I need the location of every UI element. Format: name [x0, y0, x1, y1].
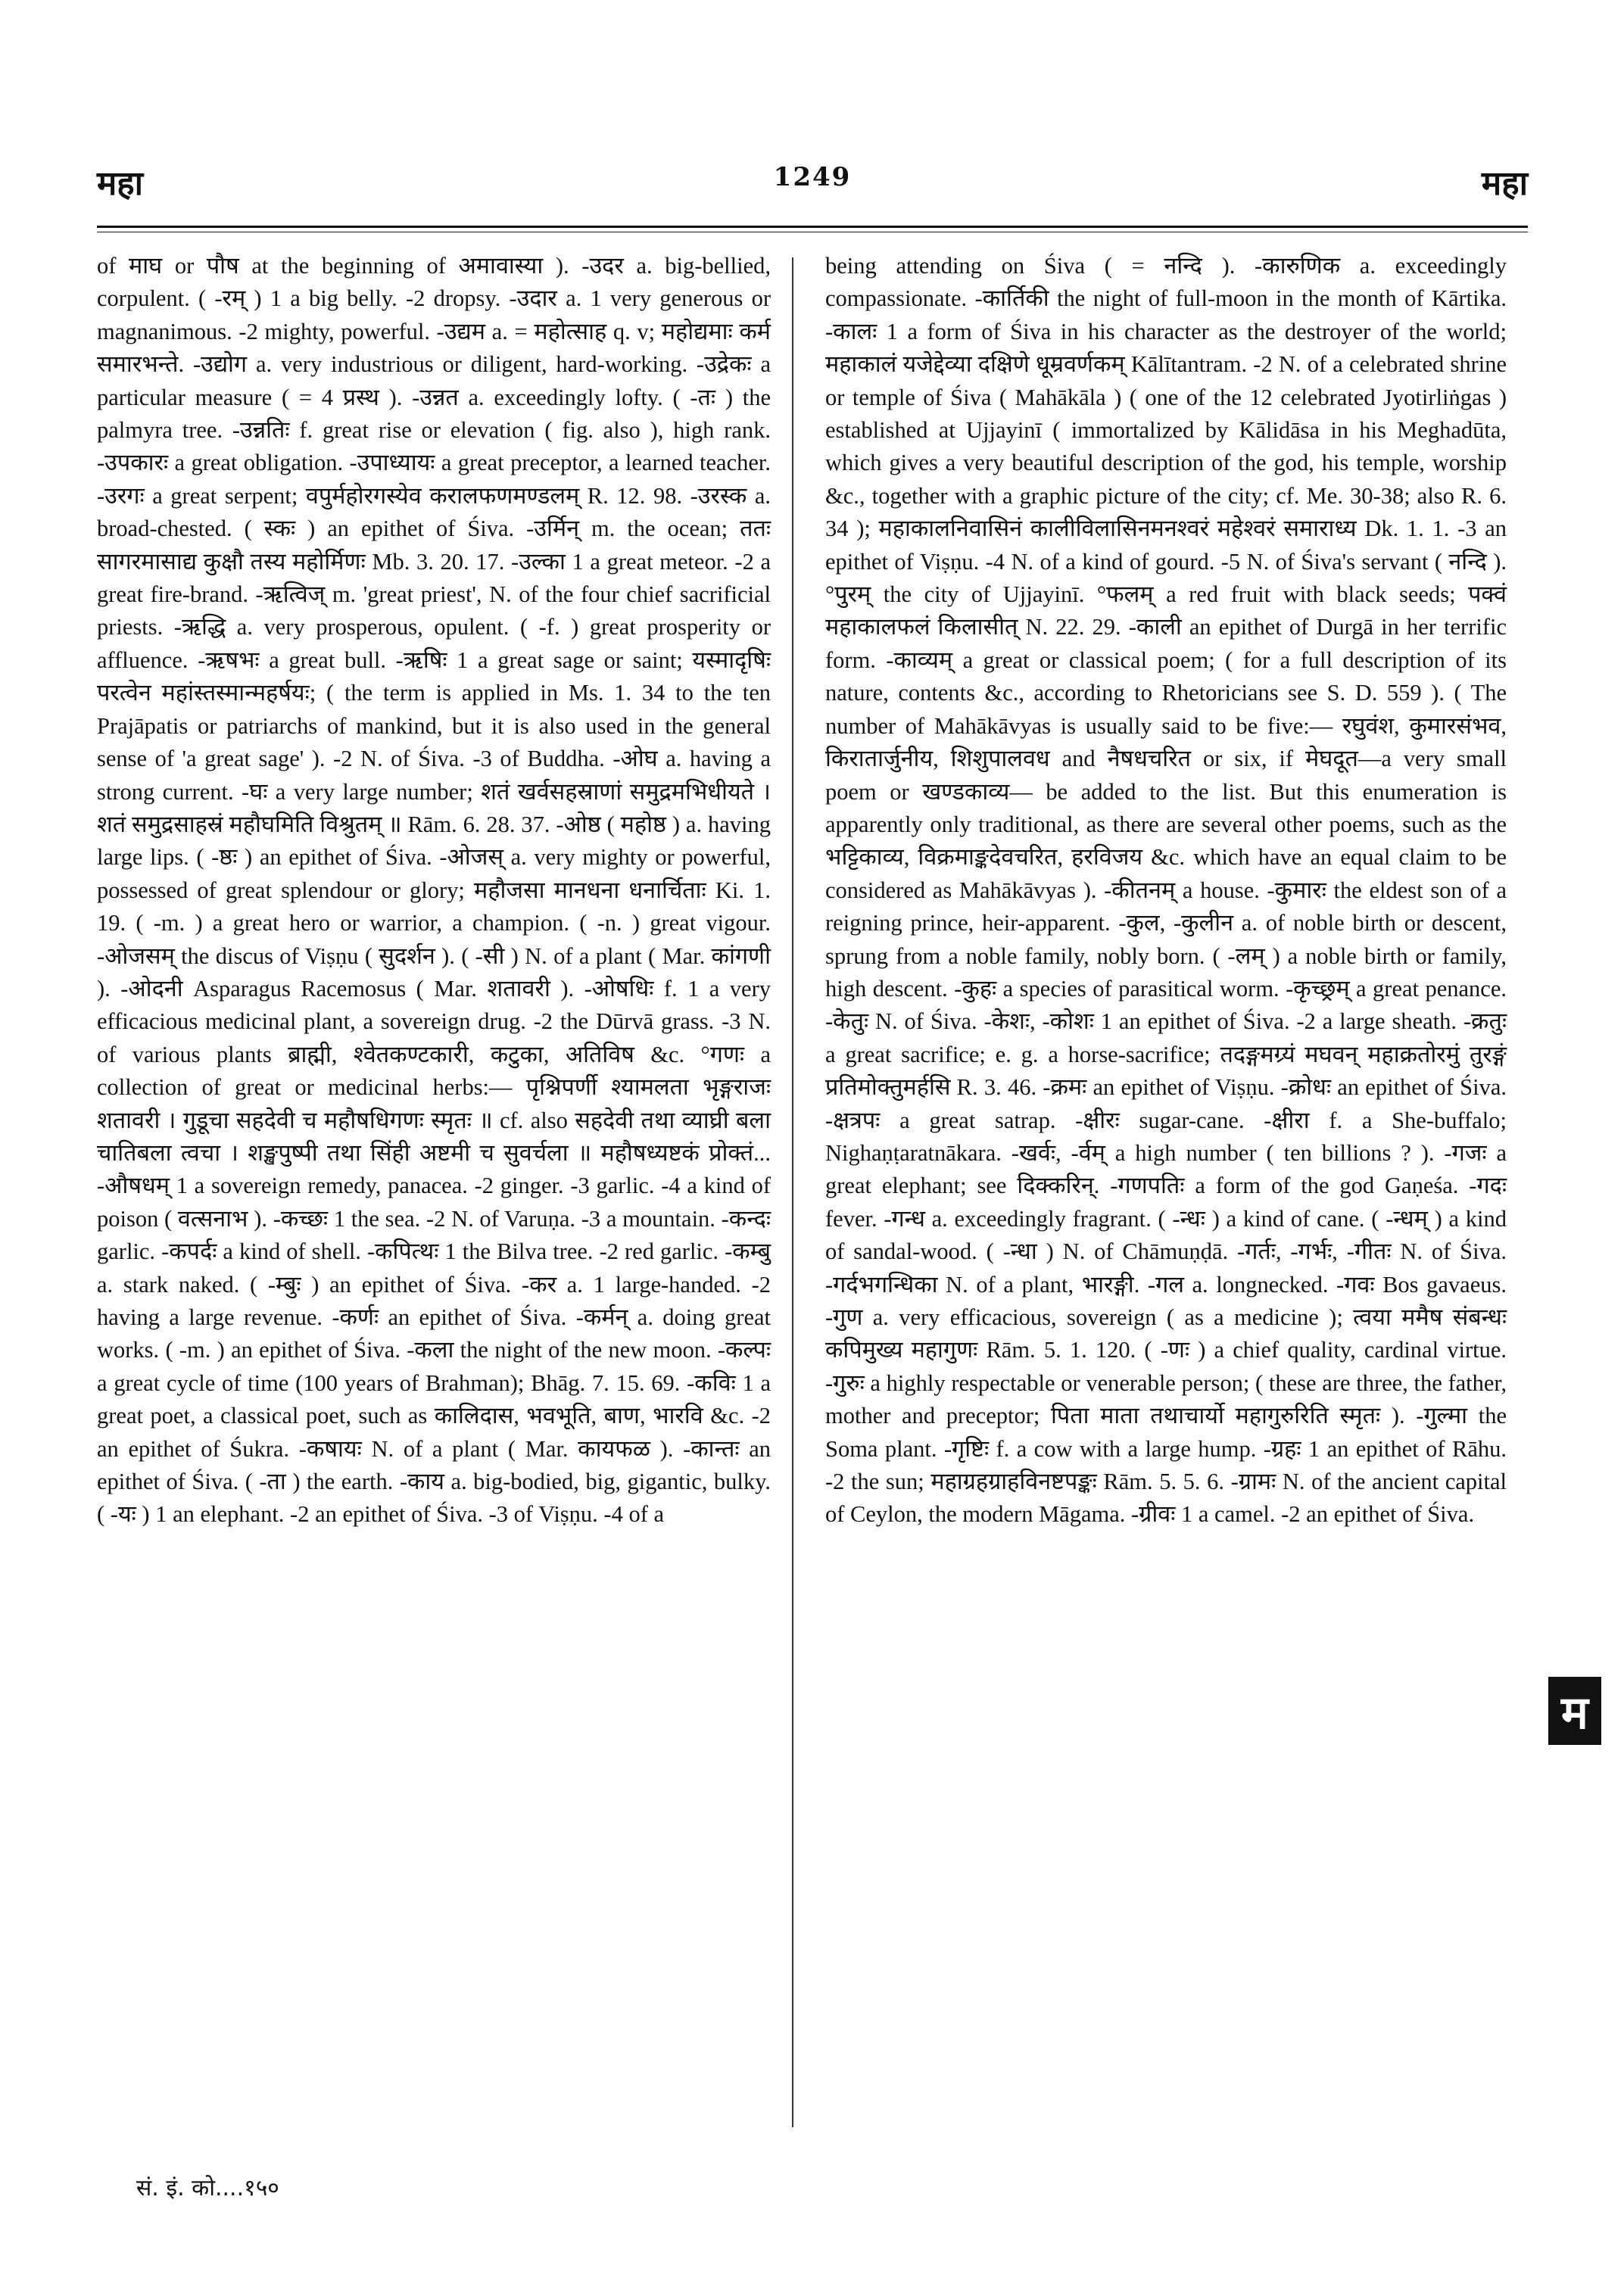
header-right-word: महा: [1481, 164, 1528, 203]
right-column: [825, 250, 1513, 2157]
thumb-index-tab: [1548, 1677, 1601, 1745]
page-number: 1249: [773, 162, 852, 192]
thumb-index-letter: म: [1561, 1687, 1588, 1740]
header-left-word: महा: [97, 164, 144, 203]
header-rule-thick: [97, 226, 1528, 228]
page-header: [97, 159, 1528, 212]
right-column-text: being attending on Śiva ( = नन्दि ). -कारुणिक a. exceedingly compassionate. -कार्तिकी the night of full-moon in the month of Kārtika. -कालः 1 a form of Śiva in his character as the destroyer of the world; महाकालं यजेद्देव्या दक्षिणे धूम्रवर्णकम् Kālītantram. -2 N. of a celebrated shrine or temple of Śiva ( Mahākāla ) ( one of the 12 celebrated Jyotirliṅgas ) established at Ujjayinī ( immortalized by Kālidāsa in his Meghadūta, which gives a very beautiful description of the god, his temple, worship &c., together with a graphic picture of the city; cf. Me. 30-38; also R. 6. 34 ); महाकालनिवासिनं कालीविलासिनमनश्वरं महेश्वरं समाराध्य Dk. 1. 1. -3 an epithet of Viṣṇu. -4 N. of a kind of gourd. -5 N. of Śiva's servant ( नन्दि ). °पुरम् the city of Ujjayinī. °फलम् a red fruit with black seeds; पक्वं महाकालफलं किलासीत् N. 22. 29. -काली an epithet of Durgā in her terrific form. -काव्यम् a great or classical poem; ( for a full description of its nature, contents &c., according to Rhetoricians see S. D. 559 ). ( The number of Mahākāvyas is usually said to be five:— रघुवंश, कुमारसंभव, किरातार्जुनीय, शिशुपालवध and नैषधचरित or six, if मेघदूत—a very small poem or खण्डकाव्य— be added to the list. But this enumeration is apparently only traditional, as there are several other poems, such as the भट्टिकाव्य, विक्रमाङ्कदेवचरित, हरविजय &c. which have an equal claim to be considered as Mahākāvyas ). -कीतनम् a house. -कुमारः the eldest son of a reigning prince, heir-apparent. -कुल, -कुलीन a. of noble birth or descent, sprung from a noble family, nobly born. ( -लम् ) a noble birth or family, high descent. -कुहः a species of parasitical worm. -कृच्छ्रम् a great penance. -केतुः N. of Śiva. -केशः, -कोशः 1 an epithet of Śiva. -2 a large sheath. -क्रतुः a great sacrifice; e. g. a horse-sacrifice; तदङ्गमग्र्यं मघवन् महाक्रतोरमुं तुरङ्गं प्रतिमोक्तुमर्हसि R. 3. 46. -क्रमः an epithet of Viṣṇu. -क्रोधः an epithet of Śiva. -क्षत्रपः a great satrap. -क्षीरः sugar-cane. -क्षीरा f. a She-buffalo; Nighaṇṭaratnākara. -खर्वः, -र्वम् a high number ( ten billions ? ). -गजः a great elephant; see दिक्करिन्. -गणपतिः a form of the god Gaṇeśa. -गदः fever. -गन्ध a. exceedingly fragrant. ( -न्धः ) a kind of cane. ( -न्धम् ) a kind of sandal-wood. ( -न्धा ) N. of Chāmuṇḍā. -गर्तः, -गर्भः, -गीतः N. of Śiva. -गर्दभगन्धिका N. of a plant, भारङ्गी. -गल a. longnecked. -गवः Bos gavaeus. -गुण a. very efficacious, sovereign ( as a medicine ); त्वया ममैष संबन्धः कपिमुख्य महागुणः Rām. 5. 1. 120. ( -णः ) a chief quality, cardinal virtue. -गुरुः a highly respectable or venerable person; ( these are three, the father, mother and preceptor; पिता माता तथाचार्यो महागुरुरिति स्मृतः ). -गुल्मा the Soma plant. -गृष्टिः f. a cow with a large hump. -ग्रहः 1 an epithet of Rāhu. -2 the sun; महाग्रहग्राहविनष्टपङ्कः Rām. 5. 5. 6. -ग्रामः N. of the ancient capital of Ceylon, the modern Māgama. -ग्रीवः 1 a camel. -2 an epithet of Śiva.: [825, 253, 1513, 1528]
column-divider: [792, 257, 793, 2127]
left-column-text: of माघ or पौष at the beginning of अमावास्या ). -उदर a. big-bellied, corpulent. ( -रम् ) 1 a big belly. -2 dropsy. -उदार a. 1 very generous or magnanimous. -2 mighty, powerful. -उद्यम a. = महोत्साह q. v; महोद्यमाः कर्म समारभन्ते. -उद्योग a. very industrious or diligent, hard-working. -उद्रेकः a particular measure ( = 4 प्रस्थ ). -उन्नत a. exceedingly lofty. ( -तः ) the palmyra tree. -उन्नतिः f. great rise or elevation ( fig. also ), high rank. -उपकारः a great obligation. -उपाध्यायः a great preceptor, a learned teacher. -उरगः a great serpent; वपुर्महोरगस्येव करालफणमण्डलम् R. 12. 98. -उरस्क a. broad-chested. ( स्कः ) an epithet of Śiva. -उर्मिन् m. the ocean; ततः सागरमासाद्य कुक्षौ तस्य महोर्मिणः Mb. 3. 20. 17. -उल्का 1 a great meteor. -2 a great fire-brand. -ऋत्विज् m. 'great priest', N. of the four chief sacrificial priests. -ऋद्धि a. very prosperous, opulent. ( -f. ) great prosperity or affluence. -ऋषभः a great bull. -ऋषिः 1 a great sage or saint; यस्मादृषिः परत्वेन महांस्तस्मान्महर्षयः; ( the term is applied in Ms. 1. 34 to the ten Prajāpatis or patriarchs of mankind, but it is also used in the general sense of 'a great sage' ). -2 N. of Śiva. -3 of Buddha. -ओघ a. having a strong current. -घः a very large number; शतं खर्वसहस्राणां समुद्रमभिधीयते । शतं समुद्रसाहस्रं महौघमिति विश्रुतम् ॥ Rām. 6. 28. 37. -ओष्ठ ( महोष्ठ ) a. having large lips. ( -ष्ठः ) an epithet of Śiva. -ओजस् a. very mighty or powerful, possessed of great splendour or glory; महौजसा मानधना धनार्चिताः Ki. 1. 19. ( -m. ) a great hero or warrior, a champion. ( -n. ) great vigour. -ओजसम् the discus of Viṣṇu ( सुदर्शन ). ( -सी ) N. of a plant ( Mar. कांगणी ). -ओदनी Asparagus Racemosus ( Mar. शतावरी ). -ओषधिः f. 1 a very efficacious medicinal plant, a sovereign drug. -2 the Dūrvā grass. -3 N. of various plants ब्राह्मी, श्वेतकण्टकारी, कटुका, अतिविष &c. °गणः a collection of great or medicinal herbs:— पृश्निपर्णी श्यामलता भृङ्गराजः शतावरी । गुडूचा सहदेवी च महौषधिगणः स्मृतः ॥ cf. also सहदेवी तथा व्याघ्री बला चातिबला त्वचा । शङ्खपुष्पी तथा सिंही अष्टमी च सुवर्चला ॥ महौषध्यष्टकं प्रोक्तं... -औषधम् 1 a sovereign remedy, panacea. -2 ginger. -3 garlic. -4 a kind of poison ( वत्सनाभ ). -कच्छः 1 the sea. -2 N. of Varuṇa. -3 a mountain. -कन्दः garlic. -कपर्दः a kind of shell. -कपित्थः 1 the Bilva tree. -2 red garlic. -कम्बु a. stark naked. ( -म्बुः ) an epithet of Śiva. -कर a. 1 large-handed. -2 having a large revenue. -कर्णः an epithet of Śiva. -कर्मन् a. doing great works. ( -m. ) an epithet of Śiva. -कला the night of the new moon. -कल्पः a great cycle of time (100 years of Brahman); Bhāg. 7. 15. 69. -कविः 1 a great poet, a classical poet, such as कालिदास, भवभूति, बाण, भारवि &c. -2 an epithet of Śukra. -कषायः N. of a plant ( Mar. कायफळ ). -कान्तः an epithet of Śiva. ( -ता ) the earth. -काय a. big-bodied, big, gigantic, bulky. ( -यः ) 1 an elephant. -2 an epithet of Śiva. -3 of Viṣṇu. -4 of a: [97, 253, 777, 1528]
left-column: [97, 250, 777, 2157]
signature-mark: सं. इं. को....१५०: [136, 2175, 279, 2201]
